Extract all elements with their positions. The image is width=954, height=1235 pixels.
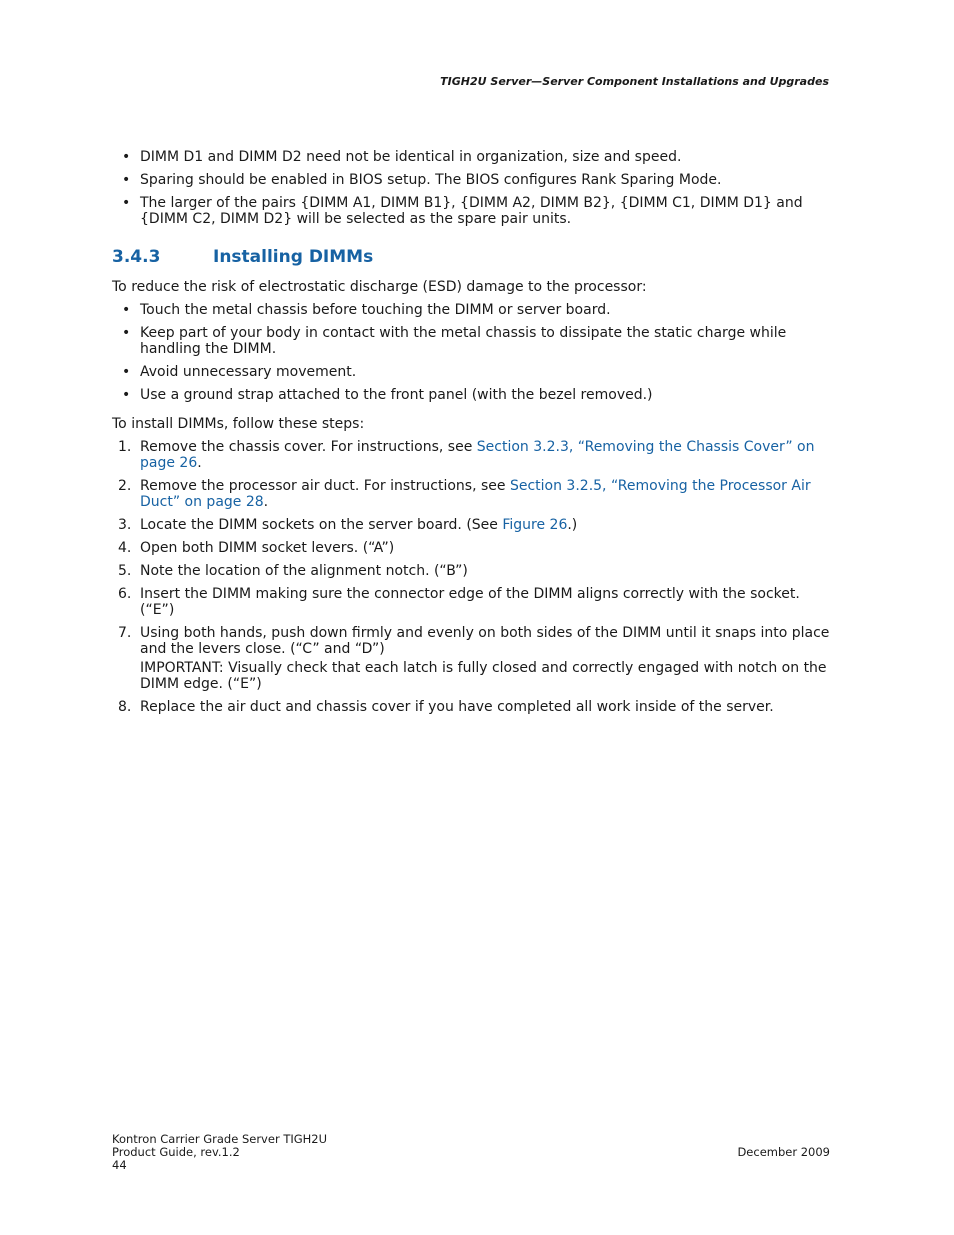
- running-header: TIGH2U Server—Server Component Installations and Upgrades: [440, 75, 829, 88]
- list-item: • Touch the metal chassis before touching the DIMM or server board.: [112, 302, 830, 318]
- step-number: 5.: [118, 563, 132, 579]
- list-item: • DIMM D1 and DIMM D2 need not be identical in organization, size and speed.: [112, 149, 830, 165]
- step-number: 8.: [118, 699, 132, 715]
- link-figure-26[interactable]: Figure 26: [502, 517, 568, 533]
- list-item: • Avoid unnecessary movement.: [112, 364, 830, 380]
- step-text: Remove the chassis cover. For instructions, see: [140, 439, 477, 455]
- step-number: 2.: [118, 478, 132, 494]
- steps-intro: To install DIMMs, follow these steps:: [112, 416, 365, 432]
- step-item: [112, 699, 830, 715]
- step-text: Replace the air duct and chassis cover if you have completed all work inside of the server.: [140, 699, 774, 715]
- footer-date: December 2009: [737, 1145, 830, 1159]
- list-item: • Keep part of your body in contact with the metal chassis to dissipate the static charge while handling the DIMM.: [112, 325, 830, 357]
- step-number: 7.: [118, 625, 132, 641]
- step-item: [112, 478, 830, 510]
- link-removing-processor-air-duct[interactable]: Section 3.2.5, “Removing the Processor Air Duct” on page 28: [140, 478, 811, 510]
- step-number: 6.: [118, 586, 132, 602]
- step-item: [112, 625, 830, 692]
- step-text: Remove the processor air duct. For instructions, see: [140, 478, 510, 494]
- important-note: IMPORTANT: Visually check that each latch is fully closed and correctly engaged with notch on the DIMM edge. (“E”): [140, 660, 827, 692]
- step-text: Locate the DIMM sockets on the server board. (See: [140, 517, 503, 533]
- install-steps-list: [112, 439, 830, 715]
- section-heading: [112, 247, 830, 267]
- list-item: • The larger of the pairs {DIMM A1, DIMM B1}, {DIMM A2, DIMM B2}, {DIMM C1, DIMM D1} and {DIMM C2, DIMM D2} will be selected as the spare pair units.: [112, 195, 830, 227]
- sparing-rules-list: [112, 149, 830, 227]
- section-title: Installing DIMMs: [213, 247, 374, 267]
- step-item: [112, 439, 830, 471]
- page-number: 44: [112, 1158, 127, 1172]
- step-text: Open both DIMM socket levers. (“A”): [140, 540, 395, 556]
- footer-product: Kontron Carrier Grade Server TIGH2U: [112, 1132, 328, 1146]
- step-number: 3.: [118, 517, 132, 533]
- list-item: • Sparing should be enabled in BIOS setup. The BIOS configures Rank Sparing Mode.: [112, 172, 830, 188]
- footer-guide: Product Guide, rev.1.2: [112, 1145, 240, 1159]
- step-item: [112, 540, 830, 556]
- step-number: 1.: [118, 439, 132, 455]
- esd-intro: To reduce the risk of electrostatic discharge (ESD) damage to the processor:: [112, 279, 647, 295]
- step-text: .: [263, 494, 269, 510]
- step-text: Note the location of the alignment notch. (“B”): [140, 563, 468, 579]
- step-number: 4.: [118, 540, 132, 556]
- esd-precautions-list: [112, 302, 830, 403]
- step-text: Using both hands, push down firmly and evenly on both sides of the DIMM until it snaps into place and the levers close. (“C” and “D”): [140, 625, 830, 657]
- page-content: [112, 149, 830, 722]
- step-item: [112, 586, 830, 618]
- step-text: .): [567, 517, 578, 533]
- step-item: [112, 517, 830, 533]
- section-number: 3.4.3: [112, 247, 161, 267]
- link-removing-chassis-cover[interactable]: Section 3.2.3, “Removing the Chassis Cover” on page 26: [140, 439, 815, 471]
- step-text: .: [197, 455, 202, 471]
- list-item: • Use a ground strap attached to the front panel (with the bezel removed.): [112, 387, 830, 403]
- page-footer: [112, 1133, 830, 1172]
- step-text: Insert the DIMM making sure the connector edge of the DIMM aligns correctly with the socket. (“E”): [140, 586, 800, 618]
- step-item: [112, 563, 830, 579]
